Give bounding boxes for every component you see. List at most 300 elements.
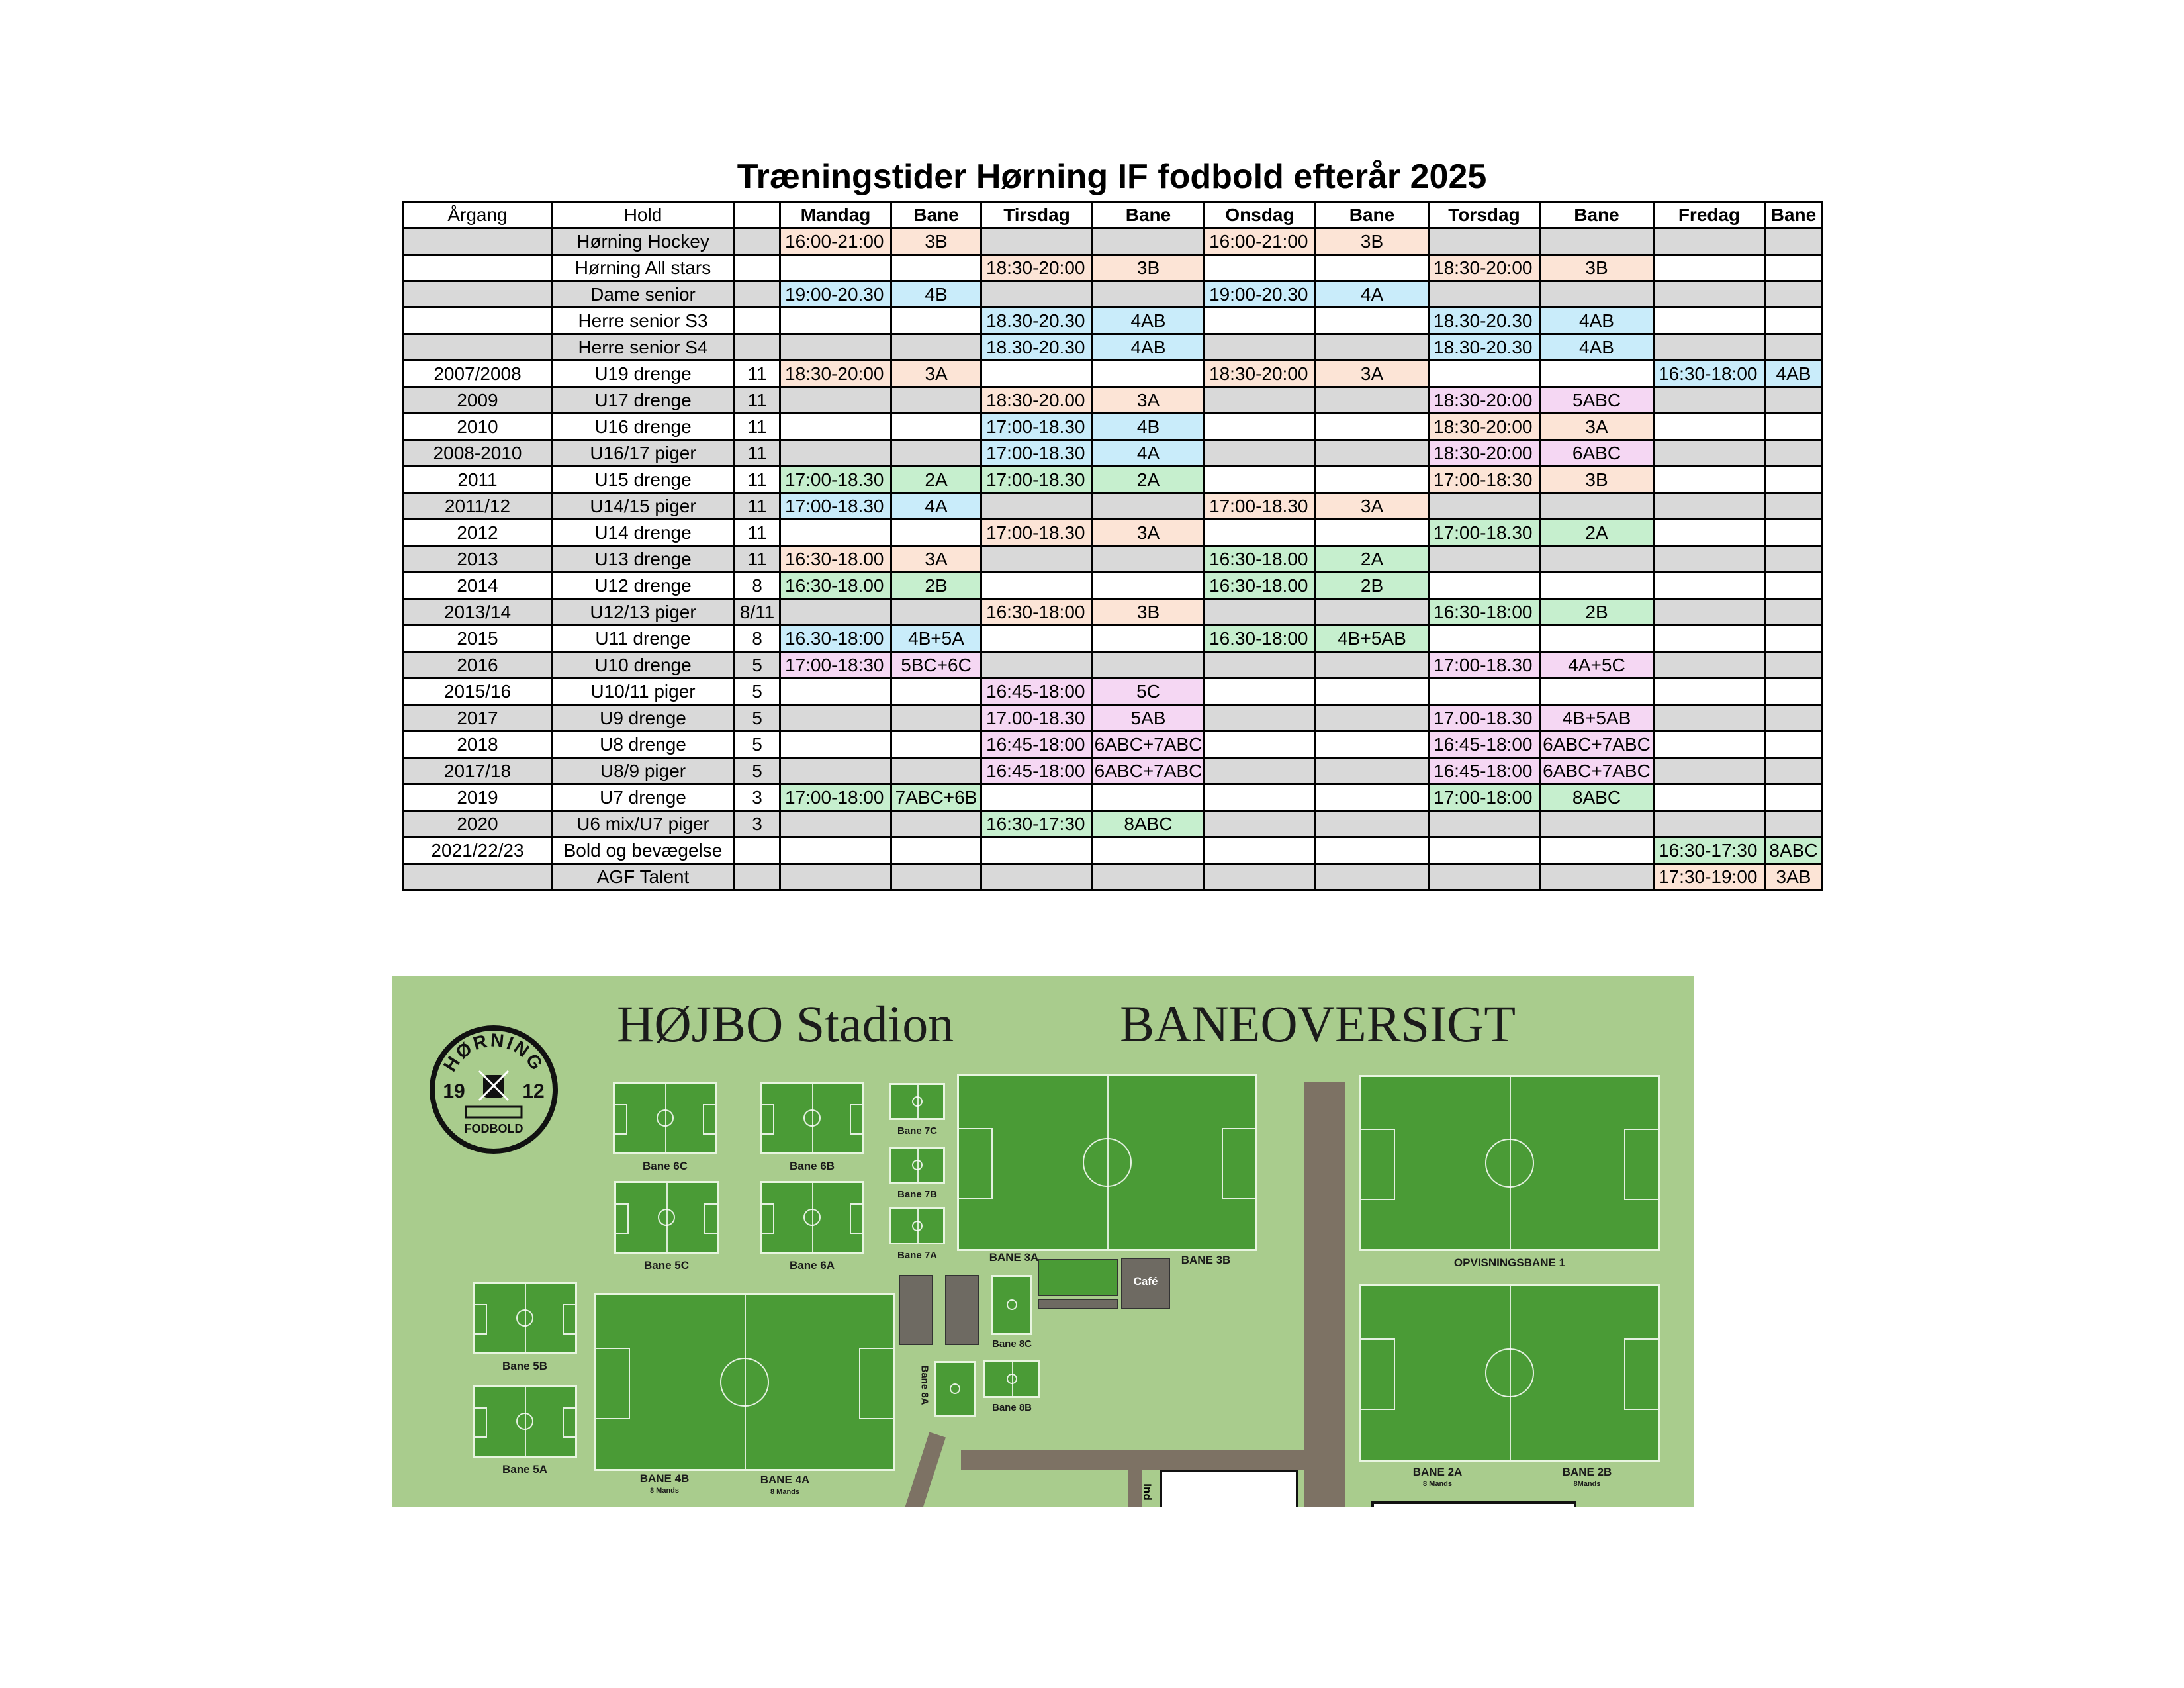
table-cell: 2009 (404, 387, 552, 414)
table-cell: 17:00-18.30 (981, 520, 1093, 546)
table-cell (1093, 784, 1205, 811)
table-cell (891, 414, 981, 440)
table-cell: 11 (735, 493, 780, 520)
table-cell (1540, 361, 1654, 387)
table-cell: U16 drenge (552, 414, 735, 440)
table-cell (1654, 599, 1765, 626)
table-cell (1429, 281, 1540, 308)
road-diagonal (901, 1432, 946, 1507)
table-cell (1540, 837, 1654, 864)
table-cell (891, 679, 981, 705)
table-cell (1540, 626, 1654, 652)
pitch-5b-label: Bane 5B (502, 1360, 548, 1372)
column-header (735, 202, 780, 228)
table-cell: 16:30-18.00 (780, 546, 891, 573)
table-header-row (404, 202, 1823, 228)
table-cell: Herre senior S3 (552, 308, 735, 334)
table-cell: 2010 (404, 414, 552, 440)
table-cell (1316, 731, 1429, 758)
table-cell (1316, 599, 1429, 626)
table-cell (1765, 520, 1823, 546)
table-cell: 6ABC+7ABC (1540, 731, 1654, 758)
table-cell (1429, 679, 1540, 705)
table-cell: 16:30-18.00 (1205, 573, 1316, 599)
table-cell (981, 837, 1093, 864)
table-cell: U14 drenge (552, 520, 735, 546)
table-cell: 2B (1540, 599, 1654, 626)
table-cell (1654, 626, 1765, 652)
table-cell (1316, 520, 1429, 546)
table-cell: 4AB (1093, 308, 1205, 334)
pitch-5c-label: Bane 5C (643, 1259, 690, 1272)
table-cell: U8 drenge (552, 731, 735, 758)
table-cell (1765, 705, 1823, 731)
table-cell: 3A (1316, 361, 1429, 387)
pitch-4b-label: BANE 4B (639, 1472, 690, 1485)
clubhouse-building (1160, 1470, 1298, 1507)
pitch-8b (983, 1360, 1040, 1398)
table-cell: 16:30-18.00 (1205, 546, 1316, 573)
table-cell (1429, 361, 1540, 387)
table-cell: 2A (1316, 546, 1429, 573)
pitch-7b-label: Bane 7B (897, 1189, 938, 1200)
table-cell (1316, 864, 1429, 890)
table-cell (981, 573, 1093, 599)
table-cell (1205, 784, 1316, 811)
table-cell (1205, 440, 1316, 467)
table-cell: 5C (1093, 679, 1205, 705)
table-cell (1765, 308, 1823, 334)
table-cell (1205, 758, 1316, 784)
table-cell: Dame senior (552, 281, 735, 308)
table-cell: 7ABC+6B (891, 784, 981, 811)
pitch-8a (934, 1361, 976, 1417)
table-cell (1093, 864, 1205, 890)
table-cell: 2007/2008 (404, 361, 552, 387)
table-cell: 3A (1316, 493, 1429, 520)
table-cell: 6ABC (1540, 440, 1654, 467)
table-row (404, 493, 1823, 520)
table-cell (1205, 652, 1316, 679)
table-row (404, 758, 1823, 784)
page-title: Træningstider Hørning IF fodbold efterår 2025 (737, 158, 1487, 196)
table-cell: 11 (735, 467, 780, 493)
table-cell (735, 837, 780, 864)
table-cell: 2013 (404, 546, 552, 573)
table-row (404, 440, 1823, 467)
pitch-opvisning-1-label: OPVISNINGSBANE 1 (1453, 1256, 1566, 1269)
table-cell: U16/17 piger (552, 440, 735, 467)
table-cell (780, 811, 891, 837)
table-row (404, 731, 1823, 758)
table-cell: 3B (1093, 599, 1205, 626)
table-cell: 4B+5AB (1316, 626, 1429, 652)
table-cell: 17:00-18.30 (780, 467, 891, 493)
table-cell: 11 (735, 440, 780, 467)
table-cell: 8 (735, 573, 780, 599)
table-cell: 16.30-18:00 (1205, 626, 1316, 652)
cafe-label: Café (1133, 1275, 1158, 1288)
table-cell (780, 679, 891, 705)
table-cell: 11 (735, 520, 780, 546)
table-cell: 3 (735, 811, 780, 837)
pitch-2a-sub: 8 Mands (1422, 1480, 1452, 1488)
column-header: Bane (1093, 202, 1205, 228)
pitch-3a-label: BANE 3A (989, 1251, 1039, 1264)
table-cell (1654, 573, 1765, 599)
table-cell (1429, 228, 1540, 255)
table-row (404, 334, 1823, 361)
table-cell (1540, 811, 1654, 837)
table-cell (1765, 599, 1823, 626)
table-cell (1765, 652, 1823, 679)
table-cell: U19 drenge (552, 361, 735, 387)
table-cell (1205, 308, 1316, 334)
pitch-5c (614, 1181, 719, 1254)
table-cell (780, 758, 891, 784)
pitch-8a-label: Bane 8A (919, 1365, 931, 1405)
table-cell (891, 837, 981, 864)
table-cell: 2018 (404, 731, 552, 758)
building-right (945, 1275, 979, 1345)
table-cell: 11 (735, 361, 780, 387)
entrance-label: Ind (1140, 1483, 1154, 1501)
table-cell (1765, 679, 1823, 705)
table-cell (1654, 546, 1765, 573)
table-cell (1765, 758, 1823, 784)
pitch-8b-label: Bane 8B (991, 1402, 1032, 1413)
table-cell (780, 334, 891, 361)
pitch-4 (594, 1293, 895, 1471)
table-cell: 3A (891, 361, 981, 387)
table-cell (780, 864, 891, 890)
table-row (404, 652, 1823, 679)
table-cell: 4B+5AB (1540, 705, 1654, 731)
table-cell: 17:00-18:00 (780, 784, 891, 811)
table-cell (1540, 864, 1654, 890)
table-cell: U9 drenge (552, 705, 735, 731)
table-cell (404, 281, 552, 308)
table-cell (1429, 626, 1540, 652)
table-cell: 17:00-18.30 (981, 467, 1093, 493)
table-cell (1765, 414, 1823, 440)
table-cell (891, 731, 981, 758)
table-row (404, 679, 1823, 705)
column-header: Mandag (780, 202, 891, 228)
table-cell: 18:30-20:00 (1429, 440, 1540, 467)
table-cell (404, 308, 552, 334)
table-cell (1765, 440, 1823, 467)
cafe-building (1121, 1258, 1170, 1309)
building-left (899, 1275, 933, 1345)
table-cell (891, 864, 981, 890)
table-cell: 11 (735, 546, 780, 573)
column-header: Torsdag (1429, 202, 1540, 228)
table-cell: 2014 (404, 573, 552, 599)
pitch-4b-sub: 8 Mands (649, 1487, 679, 1495)
logo-number-left: 19 (443, 1080, 465, 1102)
table-cell: 17:00-18.30 (981, 414, 1093, 440)
table-cell: 2020 (404, 811, 552, 837)
table-cell: 16:45-18:00 (1429, 731, 1540, 758)
table-cell: 16:30-17:30 (981, 811, 1093, 837)
table-row (404, 361, 1823, 387)
table-cell: 3B (1540, 467, 1654, 493)
table-cell (1540, 493, 1654, 520)
table-cell: 17:30-19:00 (1654, 864, 1765, 890)
table-cell (1093, 493, 1205, 520)
table-cell (1429, 546, 1540, 573)
table-cell: Hørning Hockey (552, 228, 735, 255)
table-cell (1205, 731, 1316, 758)
table-cell (1765, 626, 1823, 652)
table-cell (1205, 387, 1316, 414)
table-cell: 2017 (404, 705, 552, 731)
logo-text-top: HØRNING (439, 1029, 549, 1076)
pitch-7c-label: Bane 7C (897, 1125, 938, 1137)
table-cell (1765, 493, 1823, 520)
table-row (404, 705, 1823, 731)
table-cell (780, 255, 891, 281)
table-cell (1205, 334, 1316, 361)
pitch-5a-label: Bane 5A (502, 1463, 548, 1476)
table-cell (981, 546, 1093, 573)
table-cell (1429, 493, 1540, 520)
column-header: Hold (552, 202, 735, 228)
table-cell (1316, 387, 1429, 414)
table-cell: 4A (891, 493, 981, 520)
table-cell (1093, 626, 1205, 652)
table-cell: 16:30-18:00 (1654, 361, 1765, 387)
table-cell: U10 drenge (552, 652, 735, 679)
table-cell: U15 drenge (552, 467, 735, 493)
table-cell (1093, 361, 1205, 387)
table-cell (1765, 731, 1823, 758)
table-cell: 3A (1093, 520, 1205, 546)
table-cell (1654, 440, 1765, 467)
table-cell: 3A (891, 546, 981, 573)
pitch-7b (889, 1147, 945, 1184)
table-cell: 3AB (1765, 864, 1823, 890)
table-cell (1316, 440, 1429, 467)
table-cell (1316, 414, 1429, 440)
table-cell: 16:30-18.00 (780, 573, 891, 599)
table-cell (1316, 308, 1429, 334)
table-cell (1205, 520, 1316, 546)
table-cell: Bold og bevægelse (552, 837, 735, 864)
table-cell: 2013/14 (404, 599, 552, 626)
map-heading-stadium: HØJBO Stadion (617, 995, 954, 1053)
table-cell (780, 387, 891, 414)
pitch-6a-label: Bane 6A (789, 1259, 835, 1272)
table-cell (735, 308, 780, 334)
table-cell (1654, 334, 1765, 361)
pitch-opvisning-1 (1359, 1075, 1660, 1251)
table-row (404, 837, 1823, 864)
table-cell: 2011 (404, 467, 552, 493)
table-cell (1654, 811, 1765, 837)
table-cell: 18:30-20.00 (981, 387, 1093, 414)
table-cell: 6ABC+7ABC (1093, 731, 1205, 758)
table-cell: 19:00-20.30 (780, 281, 891, 308)
table-cell: 2A (891, 467, 981, 493)
table-cell (1654, 387, 1765, 414)
table-cell: 2008-2010 (404, 440, 552, 467)
table-cell (981, 864, 1093, 890)
table-cell (1540, 573, 1654, 599)
table-row (404, 281, 1823, 308)
table-cell (1765, 784, 1823, 811)
table-row (404, 467, 1823, 493)
pitch-3b-label: BANE 3B (1181, 1254, 1231, 1266)
column-header: Tirsdag (981, 202, 1093, 228)
table-cell (1205, 864, 1316, 890)
pitch-2a-label: BANE 2A (1412, 1466, 1463, 1478)
pitch-2b-sub: 8Mands (1573, 1480, 1601, 1488)
table-cell (891, 758, 981, 784)
table-cell: 6ABC+7ABC (1540, 758, 1654, 784)
table-cell (891, 255, 981, 281)
table-cell: 5 (735, 705, 780, 731)
table-cell (1540, 679, 1654, 705)
table-row (404, 255, 1823, 281)
table-cell: 4A (1316, 281, 1429, 308)
table-cell (1654, 467, 1765, 493)
table-cell (1765, 334, 1823, 361)
table-cell: 16:30-17:30 (1654, 837, 1765, 864)
table-cell (780, 520, 891, 546)
table-cell: 17:00-18.30 (780, 493, 891, 520)
pitch-6a (760, 1181, 864, 1254)
pitch-6c (613, 1082, 717, 1154)
table-cell (1654, 705, 1765, 731)
pitch-5a (473, 1385, 577, 1458)
table-cell: 4B (1093, 414, 1205, 440)
stadium-map (392, 976, 1694, 1507)
table-cell (1093, 546, 1205, 573)
table-cell (981, 281, 1093, 308)
table-cell: 5 (735, 652, 780, 679)
table-cell (1654, 255, 1765, 281)
table-cell (1316, 255, 1429, 281)
table-cell (1540, 281, 1654, 308)
table-cell: 2017/18 (404, 758, 552, 784)
pitch-4a-sub: 8 Mands (770, 1488, 799, 1496)
table-cell (1654, 414, 1765, 440)
table-cell (1429, 573, 1540, 599)
table-cell: 17:00-18:00 (1429, 784, 1540, 811)
column-header: Bane (1316, 202, 1429, 228)
table-cell: 16:45-18:00 (1429, 758, 1540, 784)
table-cell (1316, 705, 1429, 731)
table-row (404, 520, 1823, 546)
table-cell (891, 387, 981, 414)
table-cell: 18.30-20.30 (981, 334, 1093, 361)
table-cell: 18:30-20:00 (780, 361, 891, 387)
table-cell (1205, 467, 1316, 493)
table-cell: U12 drenge (552, 573, 735, 599)
table-row (404, 573, 1823, 599)
table-cell (891, 308, 981, 334)
table-cell: U12/13 piger (552, 599, 735, 626)
table-cell (1765, 467, 1823, 493)
table-cell: 17.00-18.30 (981, 705, 1093, 731)
table-cell (1654, 652, 1765, 679)
table-cell: 17:00-18:30 (1429, 467, 1540, 493)
table-cell: 3B (891, 228, 981, 255)
table-row (404, 599, 1823, 626)
table-row (404, 228, 1823, 255)
table-cell: 8ABC (1765, 837, 1823, 864)
table-cell: U10/11 piger (552, 679, 735, 705)
table-row (404, 546, 1823, 573)
pitch-5b (473, 1282, 577, 1354)
table-cell: 2015 (404, 626, 552, 652)
table-cell (1316, 467, 1429, 493)
map-heading-overview: BANEOVERSIGT (1120, 995, 1516, 1053)
table-cell: U17 drenge (552, 387, 735, 414)
table-cell: 18.30-20.30 (981, 308, 1093, 334)
table-cell (1205, 255, 1316, 281)
column-header: Årgang (404, 202, 552, 228)
table-cell: 5BC+6C (891, 652, 981, 679)
bench-strip (1038, 1299, 1118, 1309)
table-cell: 2021/22/23 (404, 837, 552, 864)
pitch-7c (889, 1083, 945, 1120)
table-cell (404, 864, 552, 890)
table-cell: 4A (1093, 440, 1205, 467)
table-cell (891, 599, 981, 626)
table-cell (981, 626, 1093, 652)
pitch-3 (957, 1074, 1257, 1251)
column-header: Fredag (1654, 202, 1765, 228)
table-cell: 11 (735, 414, 780, 440)
table-cell: 18.30-20.30 (1429, 308, 1540, 334)
table-cell: 2011/12 (404, 493, 552, 520)
table-cell (780, 731, 891, 758)
table-cell: AGF Talent (552, 864, 735, 890)
pitch-4a-label: BANE 4A (760, 1474, 810, 1486)
table-cell (1429, 864, 1540, 890)
table-cell: 2016 (404, 652, 552, 679)
table-cell (1093, 837, 1205, 864)
table-row (404, 811, 1823, 837)
table-cell: 19:00-20.30 (1205, 281, 1316, 308)
table-cell (1316, 652, 1429, 679)
table-cell: U8/9 piger (552, 758, 735, 784)
table-cell (1205, 837, 1316, 864)
table-cell (1316, 679, 1429, 705)
table-cell (1205, 679, 1316, 705)
table-cell (1765, 546, 1823, 573)
table-cell (981, 652, 1093, 679)
table-cell: 18.30-20.30 (1429, 334, 1540, 361)
table-cell: 18:30-20:00 (1205, 361, 1316, 387)
table-row (404, 387, 1823, 414)
table-cell (1765, 228, 1823, 255)
table-cell: 11 (735, 387, 780, 414)
table-cell (1093, 228, 1205, 255)
table-cell (1093, 281, 1205, 308)
table-cell: 4A+5C (1540, 652, 1654, 679)
table-cell: 17:00-18.30 (1429, 520, 1540, 546)
table-cell: 5 (735, 679, 780, 705)
table-cell (981, 228, 1093, 255)
pitch-7a (889, 1207, 945, 1244)
table-cell (1093, 573, 1205, 599)
table-cell: 2B (891, 573, 981, 599)
table-cell: 8 (735, 626, 780, 652)
